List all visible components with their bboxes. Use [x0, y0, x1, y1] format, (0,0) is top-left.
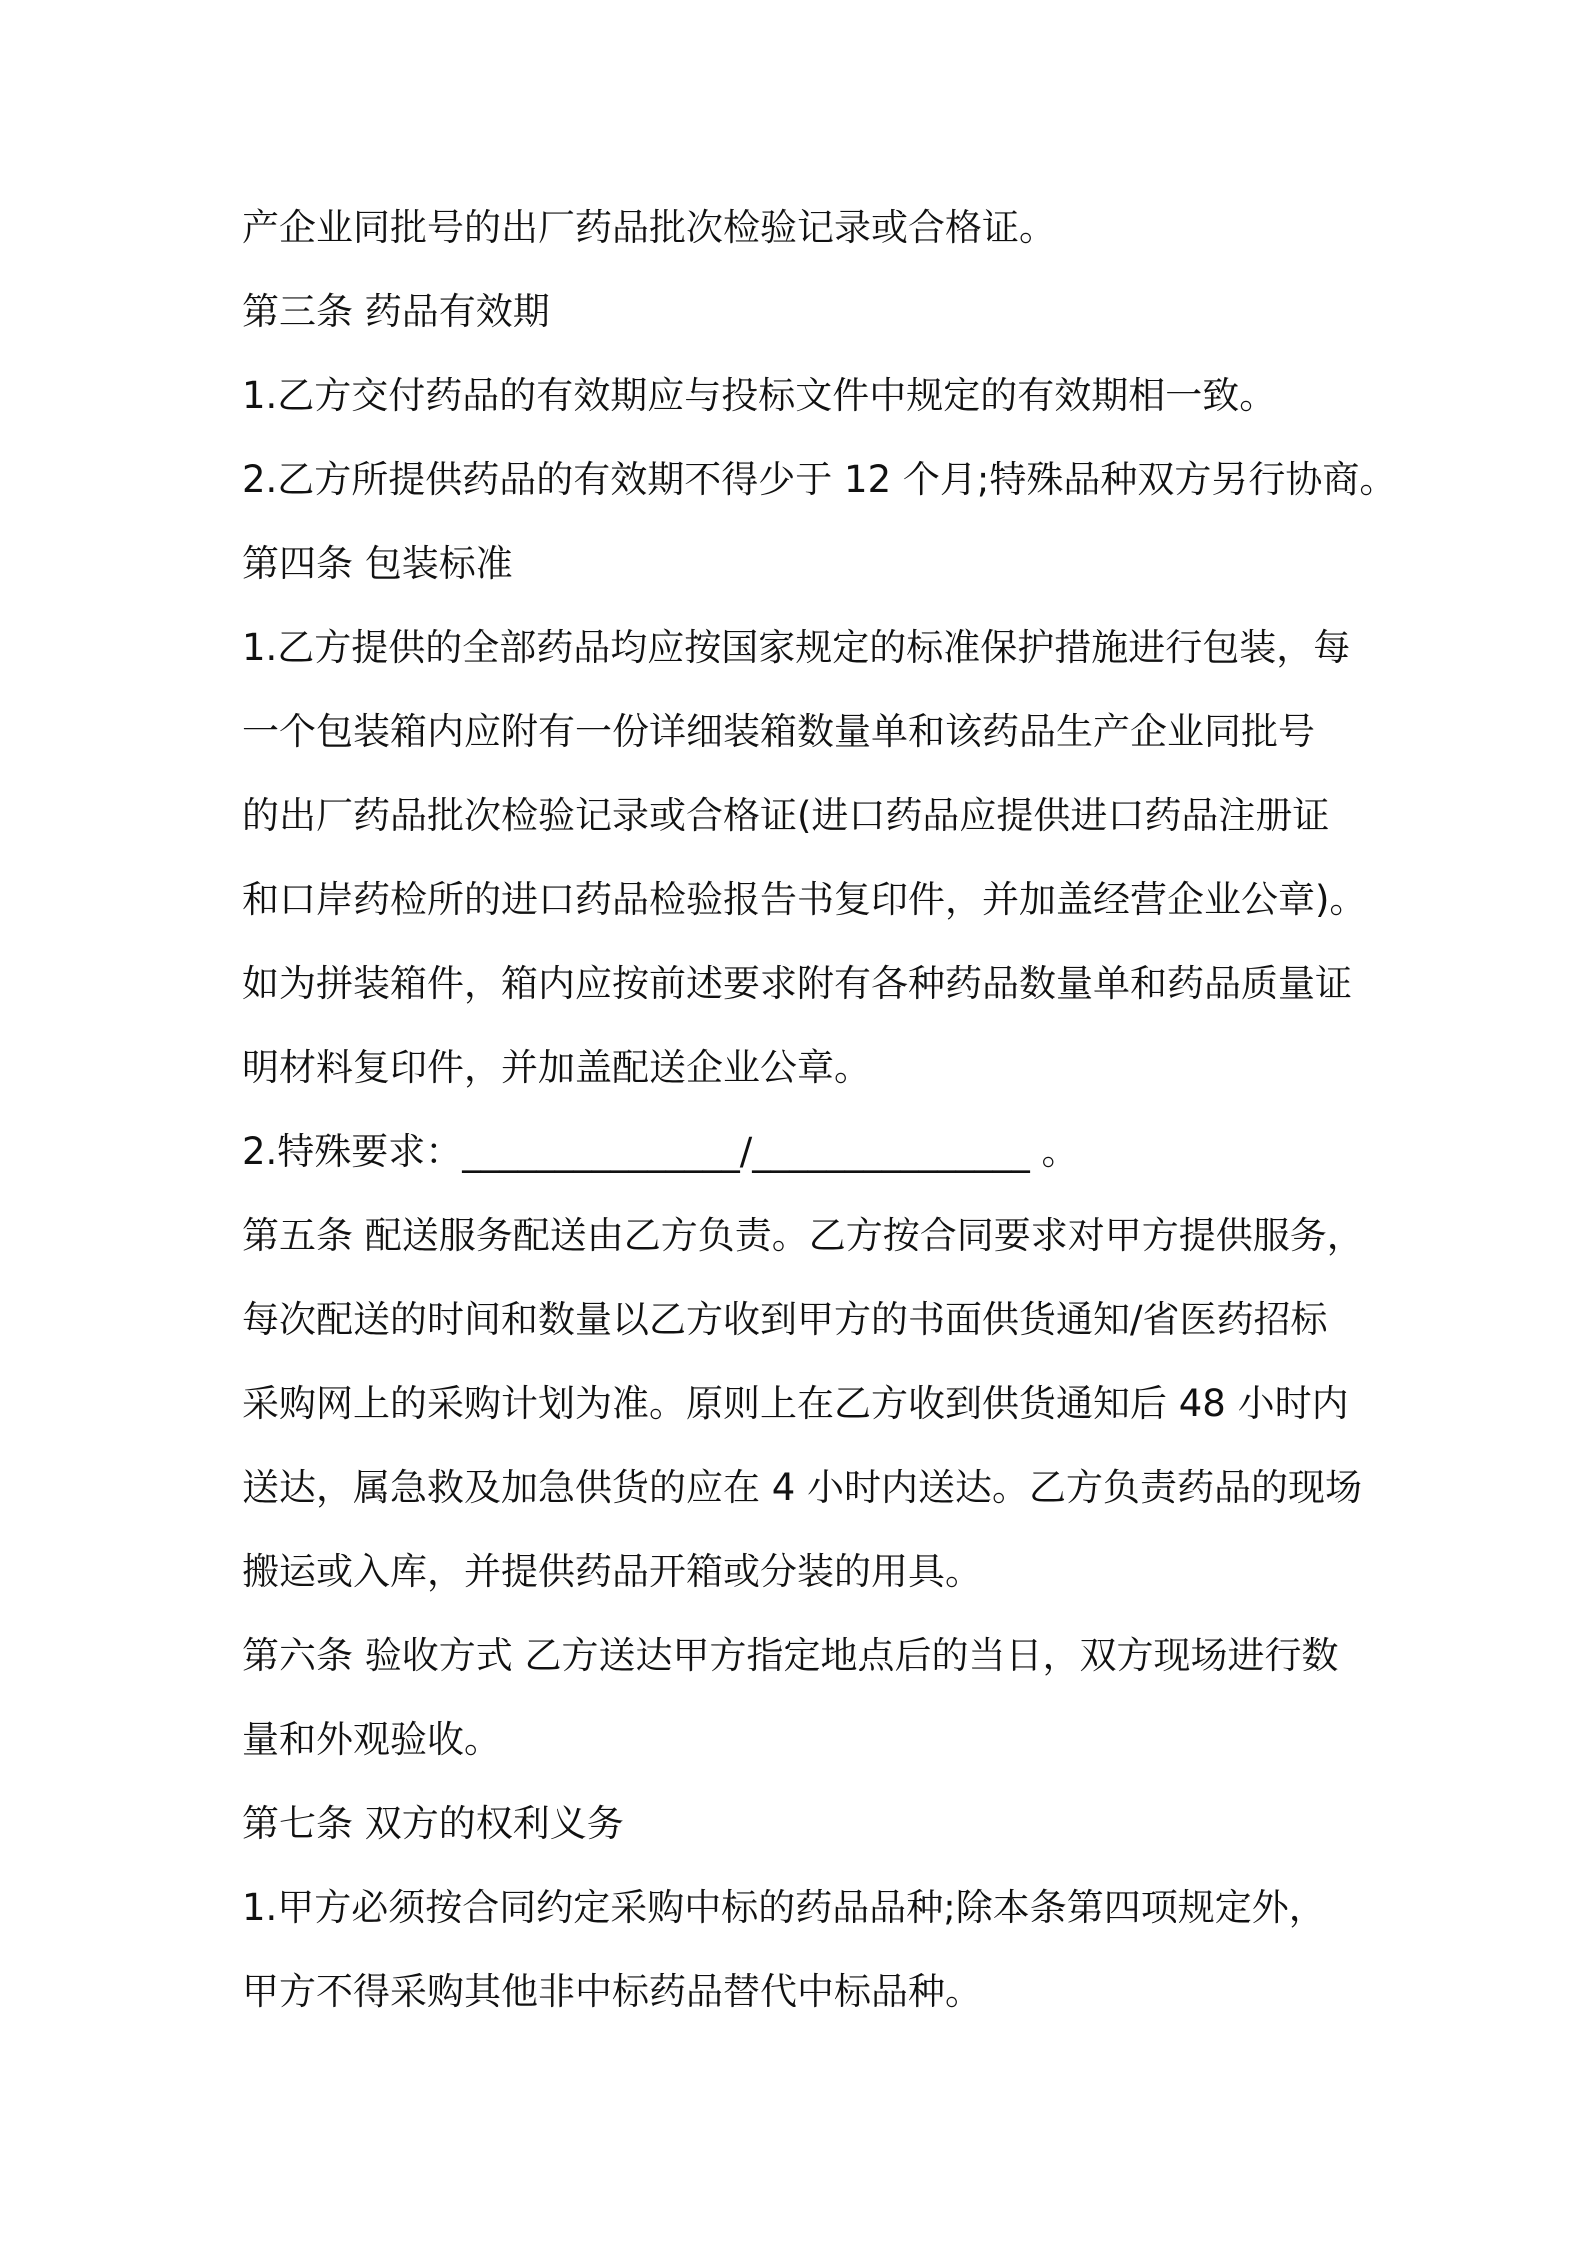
article-heading: 第四条 包装标准: [242, 542, 513, 585]
paragraph-line: 产企业同批号的出厂药品批次检验记录或合格证。: [242, 206, 1056, 249]
paragraph-line: 量和外观验收。: [242, 1718, 501, 1761]
article-heading: 第五条 配送服务配送由乙方负责。乙方按合同要求对甲方提供服务，: [242, 1214, 1364, 1257]
paragraph-line: 1.乙方提供的全部药品均应按国家规定的标准保护措施进行包装，每: [242, 626, 1351, 669]
paragraph-line: 甲方不得采购其他非中标药品替代中标品种。: [242, 1970, 982, 2013]
paragraph-line: 明材料复印件，并加盖配送企业公章。: [242, 1046, 871, 1089]
paragraph-line: 2.乙方所提供药品的有效期不得少于 12 个月;特殊品种双方另行协商。: [242, 458, 1397, 501]
paragraph-line: 搬运或入库，并提供药品开箱或分装的用具。: [242, 1550, 982, 1593]
paragraph-line: 1.甲方必须按合同约定采购中标的药品品种;除本条第四项规定外，: [242, 1886, 1326, 1929]
paragraph-line: 1.乙方交付药品的有效期应与投标文件中规定的有效期相一致。: [242, 374, 1277, 417]
paragraph-line: 和口岸药检所的进口药品检验报告书复印件，并加盖经营企业公章)。: [242, 878, 1367, 921]
paragraph-line: 一个包装箱内应附有一份详细装箱数量单和该药品生产企业同批号: [242, 710, 1315, 753]
paragraph-line: 的出厂药品批次检验记录或合格证(进口药品应提供进口药品注册证: [242, 794, 1330, 837]
paragraph-line: 送达，属急救及加急供货的应在 4 小时内送达。乙方负责药品的现场: [242, 1466, 1363, 1509]
paragraph-line: 如为拼装箱件，箱内应按前述要求附有各种药品数量单和药品质量证: [242, 962, 1352, 1005]
paragraph-line: 每次配送的时间和数量以乙方收到甲方的书面供货通知/省医药招标: [242, 1298, 1328, 1341]
article-heading: 第六条 验收方式 乙方送达甲方指定地点后的当日，双方现场进行数: [242, 1634, 1339, 1677]
paragraph-line: 采购网上的采购计划为准。原则上在乙方收到供货通知后 48 小时内: [242, 1382, 1349, 1425]
article-heading: 第七条 双方的权利义务: [242, 1802, 624, 1845]
special-requirements-line: 2.特殊要求：_______________/_______________ 。: [242, 1130, 1079, 1173]
article-heading: 第三条 药品有效期: [242, 290, 550, 333]
